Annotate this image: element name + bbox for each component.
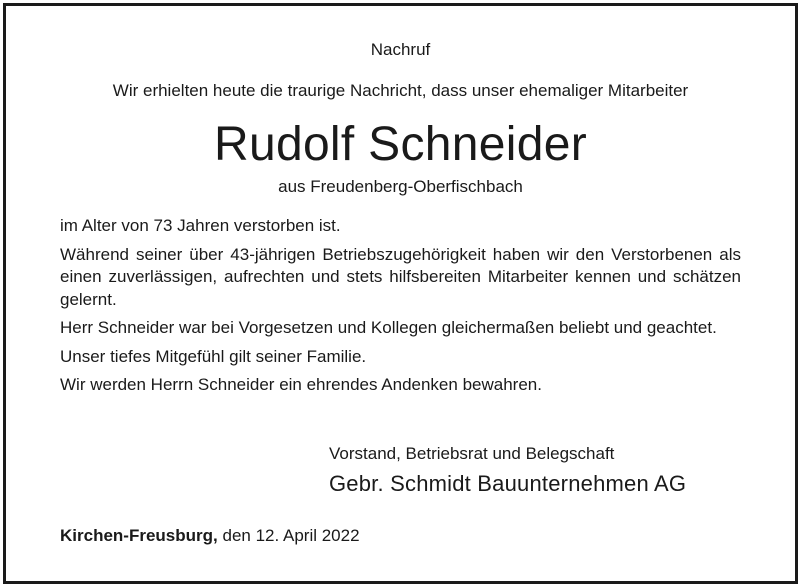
signatories: Vorstand, Betriebsrat und Belegschaft — [329, 444, 615, 463]
date: den 12. April 2022 — [222, 526, 360, 545]
place: Kirchen-Freusburg, — [60, 526, 218, 545]
intro-text: Wir erhielten heute die traurige Nachricht, dass unser ehemaliger Mitarbeiter — [112, 81, 689, 100]
paragraph-condolence: Unser tiefes Mitgefühl gilt seiner Familie. — [60, 346, 367, 366]
deceased-name: Rudolf Schneider — [213, 118, 588, 171]
company-name: Gebr. Schmidt Bauunternehmen AG — [329, 471, 687, 496]
paragraph-tenure: Während seiner über 43-jährigen Betriebszugehörigkeit haben wir den Verstorbenen als einen zuverlässigen, aufrechten und stets hilfsbereiten Mitarbeiter kennen und schätzen gelernt. — [60, 244, 741, 309]
place-date-line — [60, 525, 741, 547]
paragraph-age: im Alter von 73 Jahren verstorben ist. — [60, 216, 341, 235]
notice-heading: Nachruf — [370, 40, 431, 59]
notice-body — [60, 215, 741, 403]
paragraph-remembrance: Wir werden Herrn Schneider ein ehrendes Andenken bewahren. — [60, 375, 542, 394]
paragraph-character: Herr Schneider war bei Vorgesetzen und Kollegen gleichermaßen beliebt und geachtet. — [60, 318, 717, 337]
origin-text: aus Freudenberg-Oberfischbach — [278, 177, 523, 196]
